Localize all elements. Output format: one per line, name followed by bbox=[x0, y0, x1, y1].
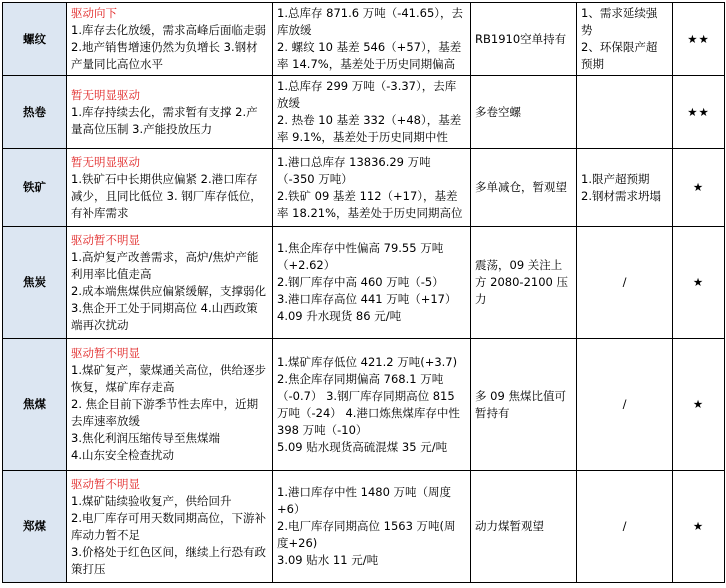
table-row bbox=[3, 76, 725, 149]
driver-line: 2.电厂库存可用天数同期高位，下游补库动力暂不足 bbox=[71, 510, 266, 542]
risk-line: / bbox=[622, 519, 627, 533]
data-line: 5.09 贴水现货高硫混煤 35 元/吨 bbox=[277, 439, 448, 454]
data-line: 2.铁矿 09 基差 112（+17），基差率 18.21%，基差处于历史同期高位 bbox=[277, 188, 463, 220]
data-cell bbox=[273, 76, 471, 149]
driver-headline: 驱动向下 bbox=[71, 6, 117, 20]
strategy-text: 动力煤暂观望 bbox=[475, 519, 544, 533]
strategy-cell bbox=[471, 3, 577, 76]
strategy-cell bbox=[471, 149, 577, 227]
rating-stars: ★ bbox=[673, 339, 725, 471]
driver-line: 1.库存持续去化，需求暂有支撑 2.产量高位压制 3.产能投放压力 bbox=[71, 104, 258, 136]
strategy-text: RB1910空单持有 bbox=[475, 31, 567, 46]
driver-cell bbox=[67, 149, 273, 227]
risk-line: 2.钢材需求坍塌 bbox=[581, 188, 661, 203]
data-line: 1.港口总库存 13836.29 万吨（-350 万吨） bbox=[277, 154, 431, 186]
data-line: 2. 热卷 10 基差 332（+48），基差率 9.1%，基差处于历史同期中性 bbox=[277, 113, 462, 144]
data-line: 1.总库存 871.6 万吨（-41.65），去库放缓 bbox=[277, 6, 464, 37]
strategy-text: 多 09 焦煤比值可暂持有 bbox=[475, 388, 566, 420]
strategy-text: 多卷空螺 bbox=[475, 104, 521, 119]
risk-cell bbox=[577, 149, 673, 227]
strategy-text: 震荡，09 关注上方 2080-2100 压力 bbox=[475, 258, 568, 306]
data-cell bbox=[273, 227, 471, 339]
strategy-cell bbox=[471, 471, 577, 583]
data-cell bbox=[273, 149, 471, 227]
driver-line: 2. 焦企目前下游季节性去库中，近期去库速率放缓 bbox=[71, 397, 259, 428]
data-cell bbox=[273, 3, 471, 76]
risk-cell bbox=[577, 227, 673, 339]
driver-line: 1.煤矿复产，蒙煤通关高位，供给逐步恢复，煤矿库存走高 bbox=[71, 363, 266, 394]
table-row bbox=[3, 471, 725, 583]
rating-stars: ★ bbox=[673, 471, 725, 583]
rating-stars: ★★ bbox=[673, 3, 725, 76]
strategy-cell bbox=[471, 339, 577, 471]
driver-headline: 暂无明显驱动 bbox=[71, 154, 140, 169]
driver-line: 1.铁矿石中长期供应偏紧 2.港口库存减少，且同比低位 3. 钢厂库存低位，有补库需求 bbox=[71, 171, 262, 220]
driver-cell bbox=[67, 471, 273, 583]
data-line: 2.电厂库存同期高位 1563 万吨(周度+26) bbox=[277, 519, 456, 550]
data-line: 2. 螺纹 10 基差 546（+57），基差率 14.7%，基差处于历史同期偏高 bbox=[277, 40, 462, 71]
commodity-name: 郑煤 bbox=[3, 471, 67, 583]
strategy-cell bbox=[471, 227, 577, 339]
table-row bbox=[3, 227, 725, 339]
risk-cell bbox=[577, 339, 673, 471]
data-line: 3.09 贴水 11 元/吨 bbox=[277, 553, 379, 567]
risk-cell bbox=[577, 76, 673, 149]
driver-cell bbox=[67, 227, 273, 339]
driver-line: 4.山东安全检查扰动 bbox=[71, 448, 174, 462]
data-line: 2.钢厂库存中高 460 万吨（-5） bbox=[277, 275, 444, 289]
table-row bbox=[3, 149, 725, 227]
strategy-text: 多单减仓，暂观望 bbox=[475, 180, 567, 194]
driver-line: 2.成本端焦煤供应偏紧缓解，支撑弱化 3.焦企开工处于同期高位 4.山西政策端再次扰动 bbox=[71, 283, 266, 332]
risk-cell bbox=[577, 471, 673, 583]
driver-headline: 驱动暂不明显 bbox=[71, 476, 140, 491]
rating-stars: ★ bbox=[673, 149, 725, 227]
data-line: 1.总库存 299 万吨（-3.37），去库放缓 bbox=[277, 79, 457, 110]
driver-line: 3.焦化利润压缩传导至焦煤端 bbox=[71, 431, 220, 445]
data-line: 1.港口库存中性 1480 万吨（周度+6） bbox=[277, 485, 452, 516]
driver-cell bbox=[67, 3, 273, 76]
driver-headline: 驱动暂不明显 bbox=[71, 232, 140, 247]
table-row bbox=[3, 339, 725, 471]
data-line: 1.焦企库存中性偏高 79.55 万吨（+2.62） bbox=[277, 241, 444, 272]
driver-line: 1.高炉复产改善需求，高炉/焦炉产能利用率比值走高 bbox=[71, 249, 259, 281]
driver-headline: 驱动暂不明显 bbox=[71, 346, 140, 360]
commodity-name: 焦炭 bbox=[3, 227, 67, 339]
risk-line: / bbox=[622, 397, 627, 411]
commodity-analysis-table bbox=[2, 2, 725, 583]
risk-line: / bbox=[622, 275, 627, 289]
rating-stars: ★ bbox=[673, 227, 725, 339]
driver-cell bbox=[67, 76, 273, 149]
data-line: 1.煤矿库存低位 421.2 万吨(+3.7) bbox=[277, 354, 458, 369]
strategy-cell bbox=[471, 76, 577, 149]
commodity-name: 热卷 bbox=[3, 76, 67, 149]
data-cell bbox=[273, 339, 471, 471]
driver-line: 3.价格处于红色区间，继续上行恐有政策打压 bbox=[71, 544, 266, 576]
risk-cell bbox=[577, 3, 673, 76]
data-line: 2.焦企库存同期偏高 768.1 万吨（-0.7） 3.钢厂库存同期高位 815 万吨（-24） 4.港口炼焦煤库存中性 398 万吨（-10） bbox=[277, 371, 460, 437]
commodity-name: 铁矿 bbox=[3, 149, 67, 227]
driver-line: 1.库存去化放缓，需求高峰后面临走弱 2.地产销售增速仍然为负增长 3.钢材产量同比高位水平 bbox=[71, 23, 266, 71]
commodity-name: 螺纹 bbox=[3, 3, 67, 76]
commodity-name: 焦煤 bbox=[3, 339, 67, 471]
risk-line: 1.限产超预期 bbox=[581, 171, 650, 186]
table-row bbox=[3, 3, 725, 76]
data-line: 4.09 升水现货 86 元/吨 bbox=[277, 309, 402, 323]
risk-line: 2、环保限产超预期 bbox=[581, 40, 658, 71]
rating-stars: ★★ bbox=[673, 76, 725, 149]
driver-headline: 暂无明显驱动 bbox=[71, 87, 140, 102]
risk-line: 1、需求延续强势 bbox=[581, 6, 658, 37]
driver-cell bbox=[67, 339, 273, 471]
data-cell bbox=[273, 471, 471, 583]
data-line: 3.港口库存高位 441 万吨（+17） bbox=[277, 292, 457, 306]
driver-line: 1.煤矿陆续验收复产，供给回升 bbox=[71, 493, 232, 508]
